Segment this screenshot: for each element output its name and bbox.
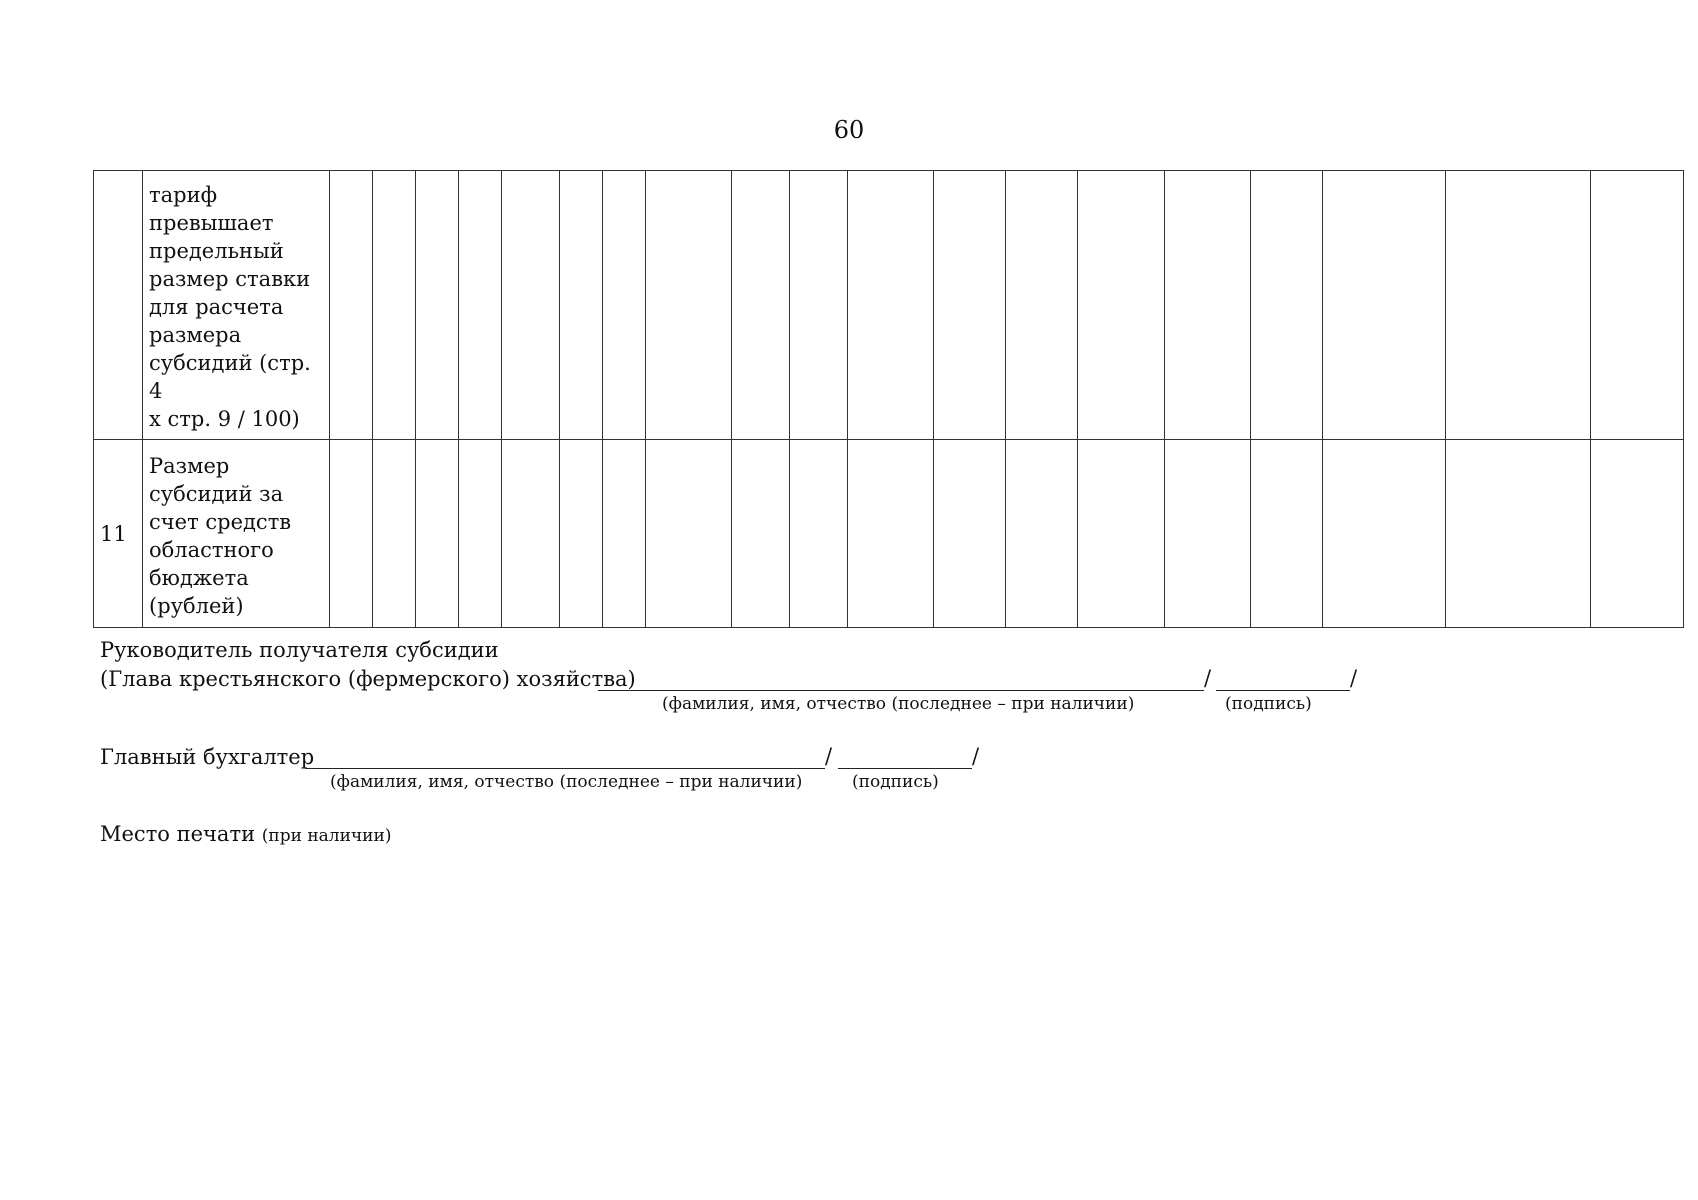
- label-line: счет средств: [149, 509, 292, 534]
- slash-separator: /: [972, 744, 980, 768]
- page-number: 60: [833, 116, 865, 144]
- data-cell: [646, 440, 732, 628]
- head-signature-subtitle: (Глава крестьянского (фермерского) хозяйства): [100, 667, 636, 691]
- data-cell: [1446, 440, 1591, 628]
- data-cell: [732, 440, 790, 628]
- label-line: х стр. 9 / 100): [149, 407, 300, 431]
- subsidy-calculation-table: [93, 170, 1684, 628]
- data-cell: [1251, 440, 1323, 628]
- row-number-cell: 11: [94, 440, 143, 628]
- label-line: субсидий за: [149, 481, 284, 506]
- head-sign-caption: (подпись): [1225, 694, 1312, 714]
- table-row: [94, 171, 1684, 440]
- label-line: размер ставки: [149, 267, 311, 291]
- row-label-cell: [143, 440, 330, 628]
- data-cell: [560, 171, 603, 440]
- accountant-name-caption: (фамилия, имя, отчество (последнее – при наличии): [330, 772, 803, 792]
- data-cell: [848, 171, 934, 440]
- data-cell: [732, 171, 790, 440]
- accountant-sign-caption: (подпись): [852, 772, 939, 792]
- label-line: для расчета: [149, 295, 284, 319]
- data-cell: [560, 440, 603, 628]
- data-cell: [502, 440, 560, 628]
- data-cell: [1446, 171, 1591, 440]
- data-cell: [416, 171, 459, 440]
- accountant-label: Главный бухгалтер: [100, 745, 315, 769]
- accountant-name-field[interactable]: [305, 768, 825, 769]
- label-line: Размер: [149, 453, 230, 478]
- stamp-place: [100, 820, 391, 850]
- data-cell: [790, 440, 848, 628]
- row-number-cell: [94, 171, 143, 440]
- data-cell: [1006, 171, 1078, 440]
- data-cell: [1006, 440, 1078, 628]
- label-line: превышает: [149, 211, 274, 235]
- data-cell: [934, 440, 1006, 628]
- data-cell: [848, 440, 934, 628]
- slash-separator: /: [1204, 666, 1212, 690]
- label-line: субсидий (стр. 4: [149, 351, 311, 403]
- head-signature-field[interactable]: [1216, 690, 1350, 691]
- data-cell: [459, 440, 502, 628]
- accountant-signature-field[interactable]: [838, 768, 972, 769]
- data-cell: [416, 440, 459, 628]
- stamp-label: Место печати: [100, 822, 256, 846]
- label-line: бюджета: [149, 565, 249, 590]
- data-cell: [646, 171, 732, 440]
- row-label-cell: [143, 171, 330, 440]
- data-cell: [1165, 171, 1251, 440]
- label-line: предельный: [149, 239, 284, 263]
- data-cell: [1078, 440, 1165, 628]
- data-cell: [373, 171, 416, 440]
- label-line: (рублей): [149, 593, 244, 618]
- data-cell: [934, 171, 1006, 440]
- label-line: областного: [149, 537, 274, 562]
- data-cell: [1165, 440, 1251, 628]
- data-cell: [1251, 171, 1323, 440]
- data-cell: [1591, 171, 1684, 440]
- table-row: [94, 440, 1684, 628]
- head-name-field[interactable]: [598, 690, 1204, 691]
- head-name-caption: (фамилия, имя, отчество (последнее – при наличии): [662, 694, 1135, 714]
- slash-separator: /: [1350, 666, 1358, 690]
- head-signature-title: Руководитель получателя субсидии: [100, 638, 499, 662]
- data-cell: [1323, 171, 1446, 440]
- stamp-note: (при наличии): [261, 826, 392, 846]
- label-line: тариф: [149, 183, 218, 207]
- data-cell: [1591, 440, 1684, 628]
- data-cell: [502, 171, 560, 440]
- data-cell: [330, 171, 373, 440]
- label-line: размера: [149, 323, 242, 347]
- data-cell: [603, 171, 646, 440]
- data-cell: [1078, 171, 1165, 440]
- data-cell: [330, 440, 373, 628]
- data-cell: [790, 171, 848, 440]
- data-cell: [459, 171, 502, 440]
- data-cell: [373, 440, 416, 628]
- data-cell: [1323, 440, 1446, 628]
- slash-separator: /: [825, 744, 833, 768]
- data-cell: [603, 440, 646, 628]
